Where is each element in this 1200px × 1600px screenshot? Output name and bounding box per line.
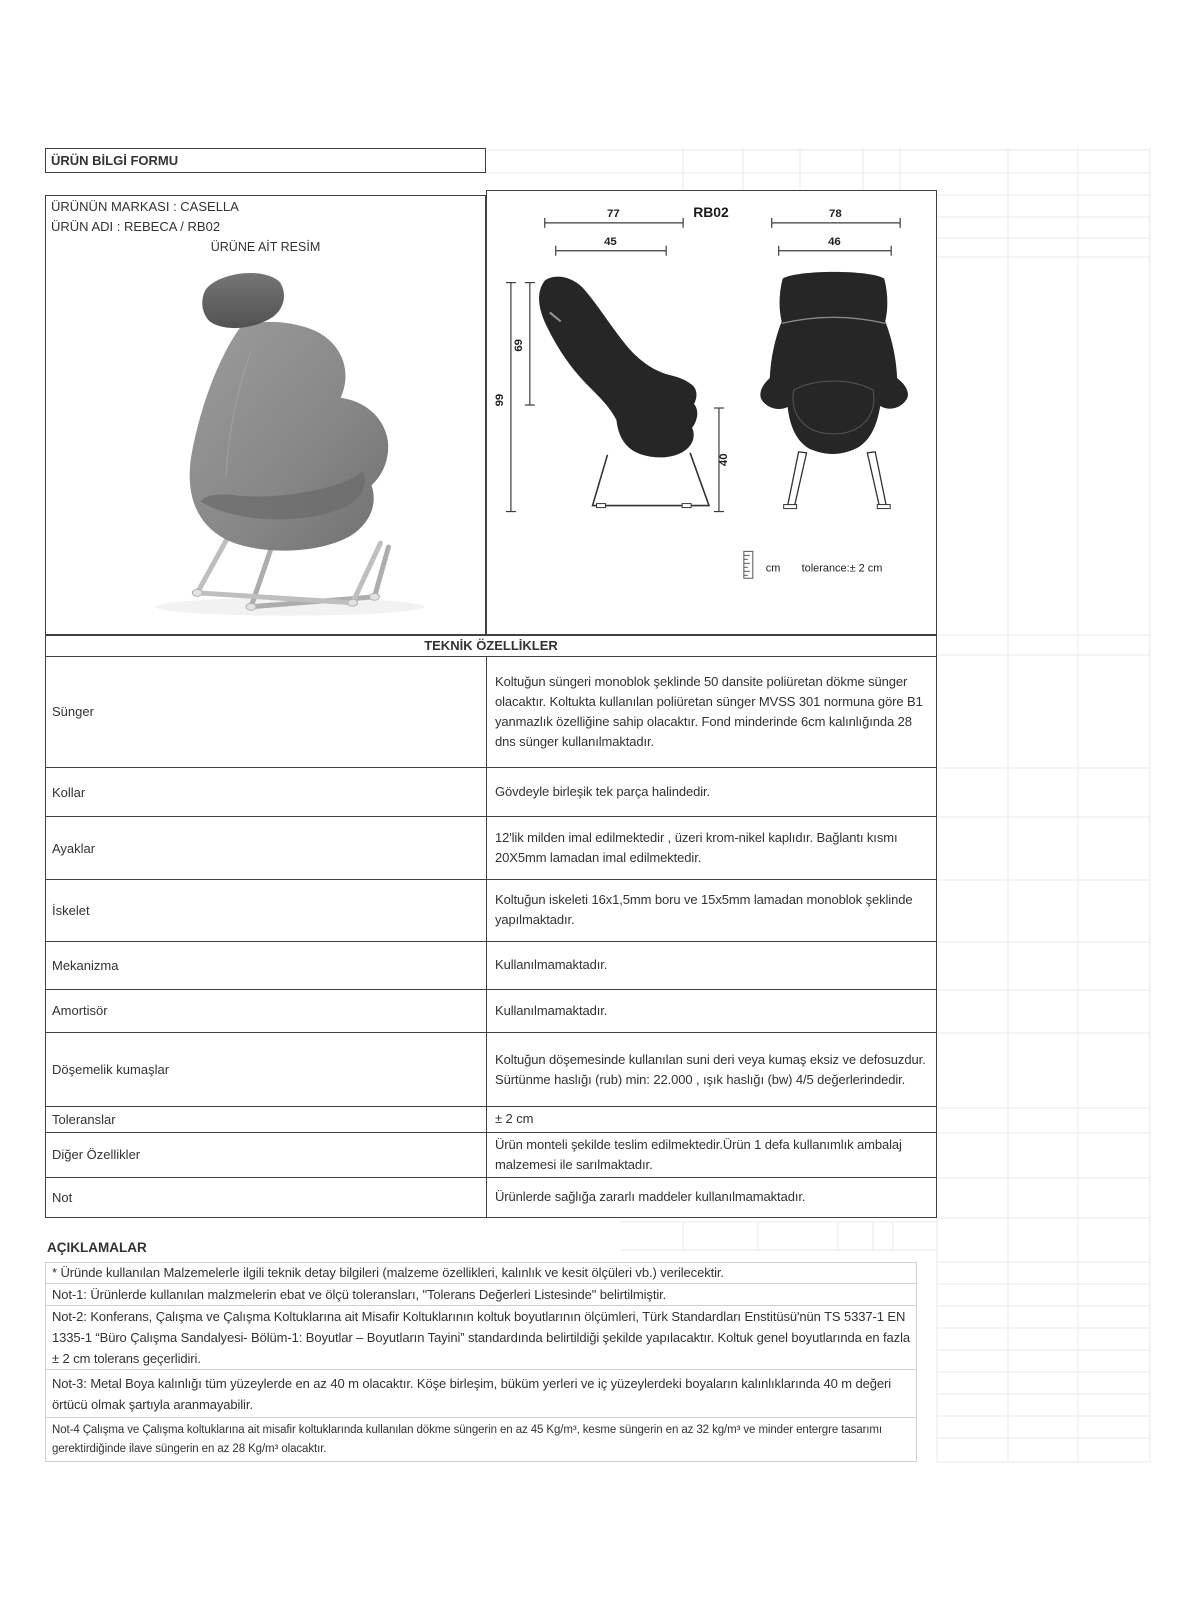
- spec-label: Toleranslar: [46, 1107, 487, 1131]
- table-row: [46, 1107, 936, 1132]
- spec-value: Ürünlerde sağlığa zararlı maddeler kullanılmamaktadır.: [495, 1189, 806, 1205]
- spec-label: Kollar: [46, 768, 487, 816]
- product-photo-panel: [45, 256, 486, 635]
- spec-label: Döşemelik kumaşlar: [46, 1033, 487, 1106]
- note-item: [45, 1418, 917, 1462]
- svg-text:99: 99: [493, 393, 506, 407]
- technical-drawing: [487, 191, 936, 634]
- note-text: Not-2: Konferans, Çalışma ve Çalışma Koltuklarına ait Misafir Koltuklarının koltuk boyutlarının ölçümleri, Türk Standardları Enstitüsü'nün TS 5337-1 EN 1335-1 “Büro Çalışma Sandalyesi- Bölüm-1: Boyutlar – Boyutların Tayini” standardında belirtildiği şekilde yapılacaktır. Koltuk genel boyutlarında en fazla ± 2 cm tolerans geçerlidiri.: [52, 1309, 911, 1366]
- svg-text:40: 40: [717, 453, 730, 467]
- table-row: [46, 1033, 936, 1107]
- product-name-text: ÜRÜN ADI : REBECA / RB02: [51, 219, 221, 234]
- brand-text: ÜRÜNÜN MARKASI : CASELLA: [51, 198, 239, 214]
- spec-label: Ayaklar: [46, 817, 487, 879]
- note-text: Not-4 Çalışma ve Çalışma koltuklarına ait misafir koltuklarında kullanılan dökme süngerin en az 45 Kg/m³, kesme süngerin en az 32 kg/m³ ve minder entergre tasarımı gerektirdiğinde ilave süngerin en az 28 Kg/m³ olacaktır.: [52, 1423, 882, 1455]
- note-item: [45, 1284, 917, 1306]
- form-title-cell: [45, 148, 486, 173]
- chair-headrest: [202, 273, 284, 328]
- spec-label: İskelet: [46, 880, 487, 941]
- note-item: [45, 1370, 917, 1418]
- spec-value: Ürün monteli şekilde teslim edilmektedir.Ürün 1 defa kullanımlık ambalaj malzemesi ile sarılmaktadır.: [495, 1136, 902, 1172]
- note-text: Not-1: Ürünlerde kullanılan malzmelerin ebat ve ölçü toleransları, "Tolerans Değerleri Listesinde" belirtilmiştir.: [52, 1286, 667, 1302]
- spec-value: Kullanılmamaktadır.: [495, 1002, 608, 1018]
- svg-text:69: 69: [512, 338, 525, 352]
- front-view-drawing: [760, 272, 908, 509]
- tolerance-note: tolerance:± 2 cm: [801, 562, 883, 575]
- dim-46: [779, 236, 891, 256]
- table-row: [46, 817, 936, 880]
- note-item: [45, 1262, 917, 1284]
- note-item: [45, 1306, 917, 1370]
- spec-label: Diğer Özellikler: [46, 1133, 487, 1177]
- image-caption-cell: [45, 237, 486, 257]
- spec-section-header: [46, 636, 936, 657]
- table-row: [46, 942, 936, 990]
- brand-row-cell: [45, 195, 486, 217]
- dim-77: [545, 208, 683, 228]
- svg-text:77: 77: [607, 207, 620, 220]
- spec-value: Kullanılmamaktadır.: [495, 957, 608, 973]
- side-view-drawing: [539, 277, 709, 508]
- spec-table: [45, 635, 937, 1218]
- scale-note: [744, 551, 883, 578]
- technical-drawing-panel: [486, 190, 937, 635]
- dim-69: [513, 283, 535, 405]
- svg-text:78: 78: [829, 207, 842, 220]
- product-photo: [46, 256, 485, 633]
- dim-45: [556, 236, 667, 256]
- table-row: [46, 1133, 936, 1178]
- spec-label: Mekanizma: [46, 942, 487, 989]
- note-text: * Üründe kullanılan Malzemelerle ilgili teknik detay bilgileri (malzeme özellikleri, kalınlık ve kesit ölçüleri vb.) verilecektir.: [52, 1265, 724, 1280]
- spec-label: Not: [46, 1178, 487, 1217]
- spec-value: Koltuğun döşemesinde kullanılan suni deri veya kumaş eksiz ve defosuzdur. Sürtünme haslığı (rub) min: 22.000 , ışık haslığı (bw) 4/5 değerlerindedir.: [495, 1051, 926, 1087]
- form-title: ÜRÜN BİLGİ FORMU: [51, 153, 179, 168]
- svg-text:45: 45: [604, 235, 617, 248]
- table-row: [46, 768, 936, 817]
- notes-section-title: AÇIKLAMALAR: [47, 1240, 147, 1255]
- table-row: [46, 990, 936, 1033]
- spec-value: ± 2 cm: [495, 1111, 534, 1127]
- table-row: [46, 880, 936, 942]
- table-row: [46, 657, 936, 769]
- spec-value: Gövdeyle birleşik tek parça halindedir.: [495, 784, 711, 800]
- dim-99: [494, 283, 516, 512]
- ruler-icon: [744, 551, 753, 578]
- spec-value: 12'lik milden imal edilmektedir , üzeri krom-nikel kaplıdır. Bağlantı kısmı 20X5mm lamadan imal edilmektedir.: [495, 830, 898, 866]
- spec-label: Sünger: [46, 657, 487, 768]
- drawing-model-label: RB02: [693, 203, 729, 220]
- spec-value: Koltuğun iskeleti 16x1,5mm boru ve 15x5mm lamadan monoblok şeklinde yapılmaktadır.: [495, 892, 913, 928]
- product-name-cell: [45, 216, 486, 238]
- svg-text:46: 46: [828, 235, 841, 248]
- table-row: [46, 1178, 936, 1217]
- note-text: Not-3: Metal Boya kalınlığı tüm yüzeylerde en az 40 m olacaktır. Köşe birleşim, büküm yerleri ve iç yüzeylerdeki boyaların kalınlıklarında 40 m değeri örtücü olmak şartıyla aranmayabilir.: [52, 1375, 892, 1412]
- image-caption-text: ÜRÜNE AİT RESİM: [210, 239, 321, 254]
- unit-label: cm: [765, 562, 781, 575]
- dim-78: [772, 208, 900, 228]
- spec-label: Amortisör: [46, 990, 487, 1032]
- spec-section-title: TEKNİK ÖZELLİKLER: [424, 638, 558, 654]
- dim-40: [714, 408, 730, 512]
- spec-value: Koltuğun süngeri monoblok şeklinde 50 dansite poliüretan dökme sünger olacaktır. Koltukta kullanılan poliüretan sünger MVSS 301 normuna göre B1 yanmazlık özelliğine sahip olacaktır. Fond minderinde 6cm kalınlığında 28 dns sünger kullanılmaktadır.: [495, 673, 923, 749]
